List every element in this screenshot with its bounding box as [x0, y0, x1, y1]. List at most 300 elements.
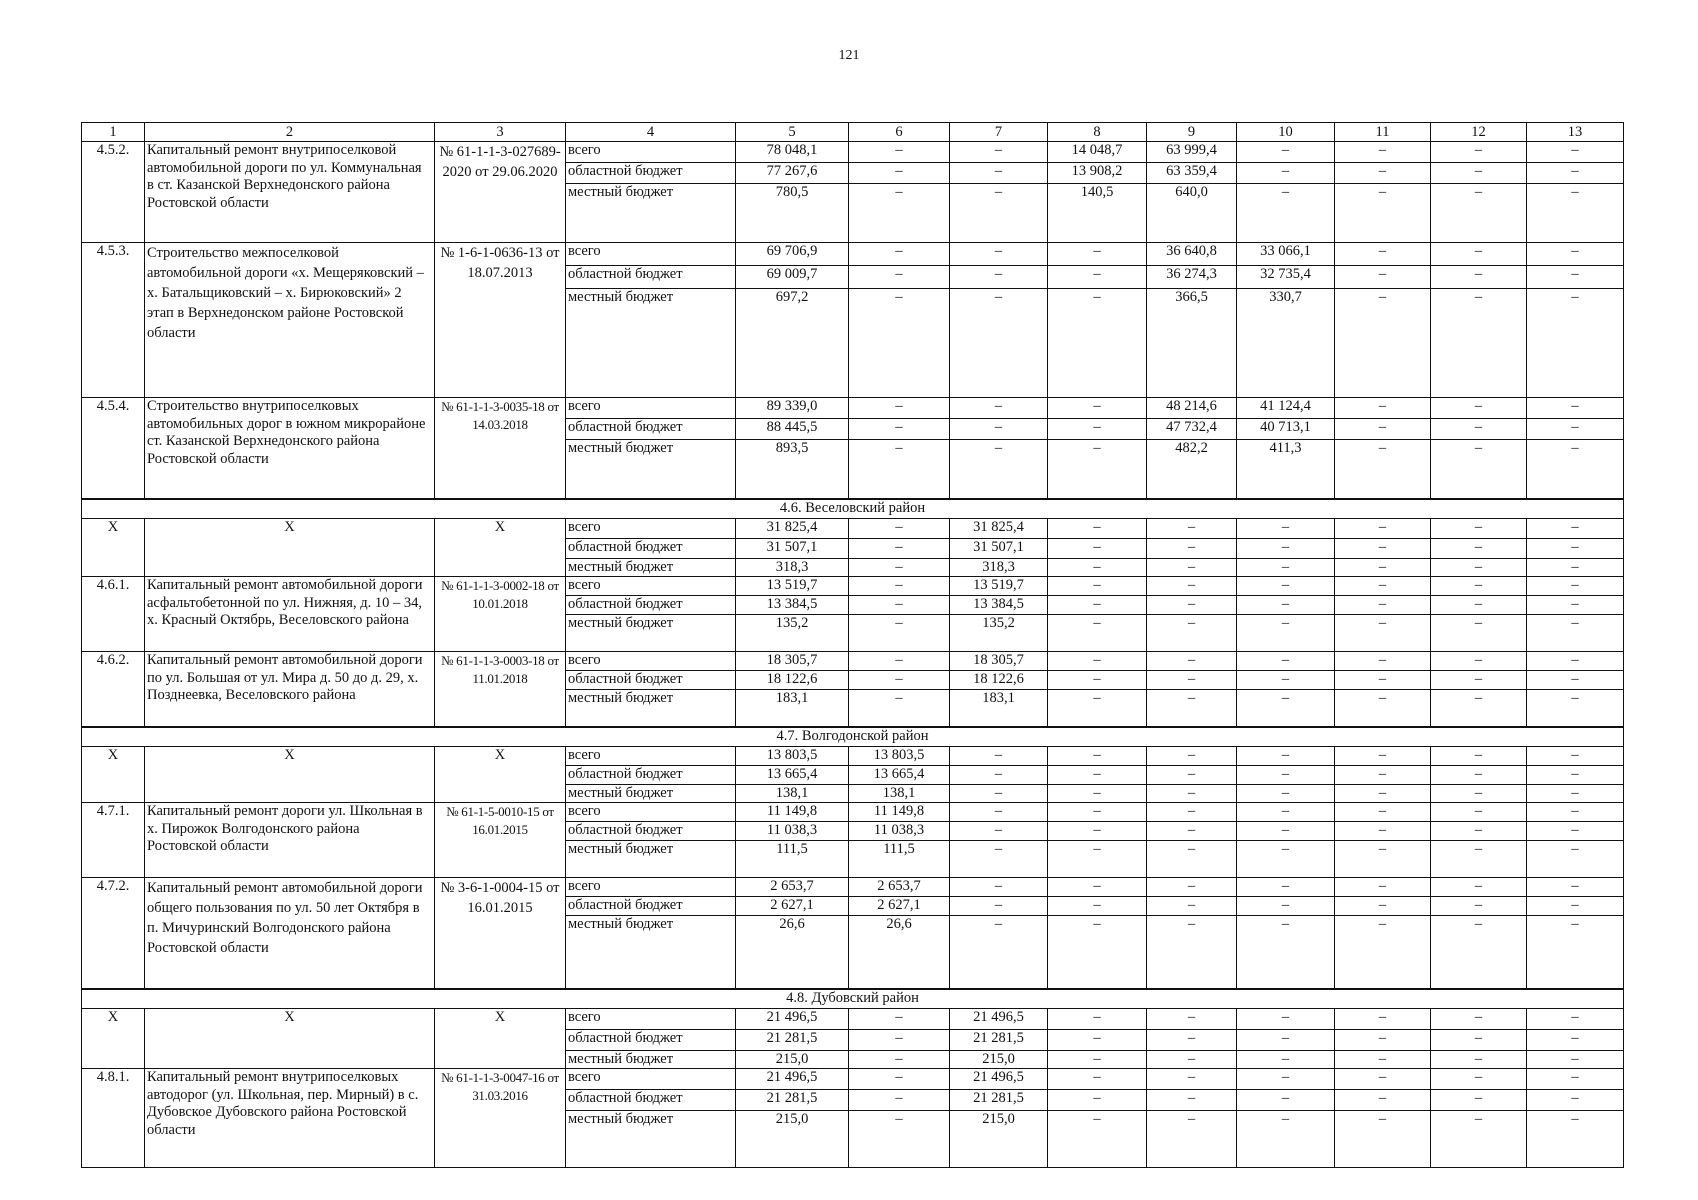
amount-cell: – — [1237, 1009, 1335, 1030]
amount-cell: 111,5 — [849, 841, 950, 878]
item-number: Х — [82, 1009, 145, 1069]
amount-cell: – — [849, 398, 950, 419]
funding-source: местный бюджет — [566, 615, 736, 652]
amount-cell: – — [1527, 841, 1624, 878]
amount-cell: – — [1147, 766, 1237, 785]
amount-cell: – — [849, 671, 950, 690]
amount-cell: 18 122,6 — [736, 671, 849, 690]
amount-cell: – — [1527, 184, 1624, 243]
amount-cell: – — [1335, 747, 1431, 766]
amount-cell: 13 803,5 — [849, 747, 950, 766]
amount-cell: – — [950, 398, 1048, 419]
funding-source: областной бюджет — [566, 266, 736, 289]
amount-cell: – — [1335, 539, 1431, 559]
amount-cell: – — [950, 289, 1048, 398]
funding-source: местный бюджет — [566, 559, 736, 577]
amount-cell: – — [1048, 1009, 1147, 1030]
amount-cell: 2 627,1 — [736, 897, 849, 916]
amount-cell: – — [1335, 652, 1431, 671]
amount-cell: – — [1527, 803, 1624, 822]
amount-cell: 77 267,6 — [736, 163, 849, 184]
amount-cell: 33 066,1 — [1237, 243, 1335, 266]
amount-cell: – — [849, 577, 950, 596]
amount-cell: – — [1147, 596, 1237, 615]
amount-cell: – — [849, 596, 950, 615]
amount-cell: – — [849, 184, 950, 243]
amount-cell: 135,2 — [736, 615, 849, 652]
amount-cell: – — [849, 419, 950, 440]
amount-cell: 138,1 — [849, 785, 950, 803]
amount-cell: 11 149,8 — [849, 803, 950, 822]
item-number: Х — [82, 747, 145, 803]
amount-cell: – — [1527, 1009, 1624, 1030]
amount-cell: – — [849, 652, 950, 671]
amount-cell: – — [1335, 184, 1431, 243]
amount-cell: – — [1147, 1009, 1237, 1030]
amount-cell: 13 384,5 — [736, 596, 849, 615]
funding-source: всего — [566, 519, 736, 539]
amount-cell: – — [849, 1090, 950, 1111]
amount-cell: – — [1527, 766, 1624, 785]
amount-cell: – — [1048, 266, 1147, 289]
amount-cell: – — [1147, 577, 1237, 596]
amount-cell: – — [1237, 878, 1335, 897]
item-number: 4.7.1. — [82, 803, 145, 878]
funding-source: областной бюджет — [566, 1090, 736, 1111]
amount-cell: 31 507,1 — [950, 539, 1048, 559]
amount-cell: 780,5 — [736, 184, 849, 243]
amount-cell: 47 732,4 — [1147, 419, 1237, 440]
amount-cell: – — [1237, 671, 1335, 690]
amount-cell: – — [1431, 878, 1527, 897]
amount-cell: 215,0 — [736, 1111, 849, 1168]
amount-cell: – — [1048, 398, 1147, 419]
amount-cell: – — [849, 289, 950, 398]
amount-cell: – — [1048, 1090, 1147, 1111]
amount-cell: 11 149,8 — [736, 803, 849, 822]
object-name: Капитальный ремонт внутрипоселковых автодорог (ул. Школьная, пер. Мирный) в с. Дубовское Дубовского района Ростовской области — [145, 1069, 435, 1168]
amount-cell: – — [950, 440, 1048, 500]
amount-cell: – — [1527, 1069, 1624, 1090]
amount-cell: – — [1527, 559, 1624, 577]
amount-cell: – — [950, 266, 1048, 289]
item-number: 4.8.1. — [82, 1069, 145, 1168]
funding-source: областной бюджет — [566, 596, 736, 615]
object-name: Капитальный ремонт автомобильной дороги асфальтобетонной по ул. Нижняя, д. 10 – 34, х. Красный Октябрь, Веселовского района — [145, 577, 435, 652]
column-header: 4 — [566, 123, 736, 142]
funding-source: местный бюджет — [566, 184, 736, 243]
amount-cell: – — [1335, 142, 1431, 163]
amount-cell: – — [1527, 785, 1624, 803]
amount-cell: – — [1237, 766, 1335, 785]
amount-cell: – — [849, 1009, 950, 1030]
amount-cell: – — [849, 142, 950, 163]
amount-cell: – — [1048, 897, 1147, 916]
document-number: № 61-1-5-0010-15 от 16.01.2015 — [435, 803, 566, 878]
amount-cell: – — [1335, 559, 1431, 577]
amount-cell: – — [1527, 289, 1624, 398]
amount-cell: – — [950, 747, 1048, 766]
amount-cell: – — [1527, 539, 1624, 559]
object-name: Строительство внутрипоселковых автомобильных дорог в южном микрорайоне ст. Казанской Верхнедонского района Ростовской области — [145, 398, 435, 500]
object-name: Капитальный ремонт внутрипоселковой автомобильной дороги по ул. Коммунальная в ст. Казанской Верхнедонского района Ростовской области — [145, 142, 435, 243]
section-title: 4.8. Дубовский район — [82, 989, 1624, 1009]
amount-cell: – — [849, 559, 950, 577]
amount-cell: – — [1431, 615, 1527, 652]
amount-cell: 2 627,1 — [849, 897, 950, 916]
amount-cell: – — [1147, 1111, 1237, 1168]
column-header: 3 — [435, 123, 566, 142]
amount-cell: – — [1335, 785, 1431, 803]
amount-cell: – — [1048, 243, 1147, 266]
item-number: 4.7.2. — [82, 878, 145, 990]
amount-cell: – — [1147, 1069, 1237, 1090]
amount-cell: – — [950, 841, 1048, 878]
amount-cell: 21 496,5 — [736, 1009, 849, 1030]
amount-cell: 13 519,7 — [950, 577, 1048, 596]
document-number: № 61-1-1-3-027689-2020 от 29.06.2020 — [435, 142, 566, 243]
amount-cell: – — [1237, 519, 1335, 539]
funding-source: областной бюджет — [566, 419, 736, 440]
amount-cell: – — [950, 878, 1048, 897]
amount-cell: – — [1335, 1030, 1431, 1051]
amount-cell: 89 339,0 — [736, 398, 849, 419]
amount-cell: – — [1335, 841, 1431, 878]
document-number: № 61-1-1-3-0047-16 от 31.03.2016 — [435, 1069, 566, 1168]
amount-cell: – — [1147, 747, 1237, 766]
amount-cell: – — [1048, 878, 1147, 897]
amount-cell: – — [1237, 163, 1335, 184]
amount-cell: – — [849, 1111, 950, 1168]
page-number: 121 — [838, 48, 860, 63]
amount-cell: – — [1147, 690, 1237, 728]
amount-cell: – — [950, 142, 1048, 163]
amount-cell: – — [1431, 766, 1527, 785]
amount-cell: 32 735,4 — [1237, 266, 1335, 289]
section-row — [82, 727, 1624, 747]
section-row — [82, 989, 1624, 1009]
column-header: 1 — [82, 123, 145, 142]
amount-cell: – — [1048, 615, 1147, 652]
amount-cell: – — [1048, 652, 1147, 671]
amount-cell: 21 496,5 — [950, 1069, 1048, 1090]
object-name: Х — [145, 519, 435, 577]
funding-source: всего — [566, 652, 736, 671]
column-header: 2 — [145, 123, 435, 142]
amount-cell: – — [849, 163, 950, 184]
column-header: 5 — [736, 123, 849, 142]
amount-cell: – — [1335, 398, 1431, 419]
amount-cell: – — [1147, 1030, 1237, 1051]
amount-cell: 2 653,7 — [849, 878, 950, 897]
amount-cell: – — [1147, 897, 1237, 916]
amount-cell: 2 653,7 — [736, 878, 849, 897]
funding-source: местный бюджет — [566, 916, 736, 990]
amount-cell: – — [1431, 398, 1527, 419]
amount-cell: – — [1527, 1090, 1624, 1111]
amount-cell: – — [1048, 440, 1147, 500]
amount-cell: 21 281,5 — [950, 1030, 1048, 1051]
amount-cell: – — [1431, 519, 1527, 539]
amount-cell: – — [1147, 1051, 1237, 1069]
object-name: Х — [145, 747, 435, 803]
amount-cell: 411,3 — [1237, 440, 1335, 500]
amount-cell: – — [1431, 596, 1527, 615]
amount-cell: – — [1431, 1051, 1527, 1069]
amount-cell: 69 009,7 — [736, 266, 849, 289]
amount-cell: – — [1335, 289, 1431, 398]
amount-cell: 18 122,6 — [950, 671, 1048, 690]
amount-cell: – — [950, 163, 1048, 184]
amount-cell: – — [1335, 671, 1431, 690]
amount-cell: – — [1335, 243, 1431, 266]
amount-cell: – — [1431, 916, 1527, 990]
amount-cell: – — [1527, 419, 1624, 440]
amount-cell: 69 706,9 — [736, 243, 849, 266]
amount-cell: – — [1048, 1051, 1147, 1069]
amount-cell: – — [1335, 1069, 1431, 1090]
amount-cell: – — [1237, 615, 1335, 652]
column-header: 6 — [849, 123, 950, 142]
amount-cell: – — [1237, 1030, 1335, 1051]
amount-cell: – — [1527, 822, 1624, 841]
amount-cell: – — [1147, 615, 1237, 652]
amount-cell: – — [1237, 803, 1335, 822]
column-header: 8 — [1048, 123, 1147, 142]
column-header: 11 — [1335, 123, 1431, 142]
amount-cell: – — [1527, 519, 1624, 539]
amount-cell: 135,2 — [950, 615, 1048, 652]
amount-cell: – — [1527, 652, 1624, 671]
amount-cell: – — [1147, 878, 1237, 897]
amount-cell: – — [1527, 1111, 1624, 1168]
header-row — [82, 123, 1624, 142]
amount-cell: – — [1048, 803, 1147, 822]
amount-cell: – — [1237, 1051, 1335, 1069]
amount-cell: – — [1048, 690, 1147, 728]
amount-cell: – — [1335, 1090, 1431, 1111]
amount-cell: – — [950, 419, 1048, 440]
amount-cell: 183,1 — [736, 690, 849, 728]
object-name: Х — [145, 1009, 435, 1069]
amount-cell: 13 665,4 — [736, 766, 849, 785]
amount-cell: 183,1 — [950, 690, 1048, 728]
funding-source: всего — [566, 142, 736, 163]
amount-cell: – — [1147, 559, 1237, 577]
amount-cell: – — [1431, 897, 1527, 916]
document-number: № 61-1-1-3-0035-18 от 14.03.2018 — [435, 398, 566, 500]
amount-cell: – — [1237, 785, 1335, 803]
amount-cell: – — [1237, 596, 1335, 615]
funding-source: всего — [566, 243, 736, 266]
amount-cell: – — [1147, 671, 1237, 690]
amount-cell: – — [1335, 897, 1431, 916]
amount-cell: – — [1048, 766, 1147, 785]
amount-cell: 21 281,5 — [950, 1090, 1048, 1111]
amount-cell: – — [1237, 897, 1335, 916]
funding-source: местный бюджет — [566, 1111, 736, 1168]
column-header: 13 — [1527, 123, 1624, 142]
amount-cell: 40 713,1 — [1237, 419, 1335, 440]
amount-cell: – — [1527, 916, 1624, 990]
table-row — [82, 519, 1624, 539]
amount-cell: – — [1335, 690, 1431, 728]
amount-cell: – — [1527, 878, 1624, 897]
item-number: 4.5.3. — [82, 243, 145, 398]
document-number: № 61-1-1-3-0002-18 от 10.01.2018 — [435, 577, 566, 652]
amount-cell: – — [1237, 184, 1335, 243]
table-row — [82, 577, 1624, 596]
amount-cell: 31 825,4 — [950, 519, 1048, 539]
document-number: № 1-6-1-0636-13 от 18.07.2013 — [435, 243, 566, 398]
object-name: Капитальный ремонт дороги ул. Школьная в х. Пирожок Волгодонского района Ростовской области — [145, 803, 435, 878]
amount-cell: – — [950, 766, 1048, 785]
funding-source: всего — [566, 747, 736, 766]
amount-cell: – — [950, 916, 1048, 990]
object-name: Капитальный ремонт автомобильной дороги общего пользования по ул. 50 лет Октября в п. Мичуринский Волгодонского района Ростовской области — [145, 878, 435, 990]
section-row — [82, 499, 1624, 519]
amount-cell: – — [950, 243, 1048, 266]
amount-cell: – — [1431, 577, 1527, 596]
amount-cell: – — [1431, 289, 1527, 398]
table-row — [82, 652, 1624, 671]
amount-cell: – — [950, 184, 1048, 243]
item-number: 4.5.4. — [82, 398, 145, 500]
amount-cell: – — [1237, 539, 1335, 559]
amount-cell: – — [1335, 766, 1431, 785]
funding-source: областной бюджет — [566, 822, 736, 841]
amount-cell: – — [849, 440, 950, 500]
amount-cell: 366,5 — [1147, 289, 1237, 398]
amount-cell: – — [849, 1030, 950, 1051]
amount-cell: – — [1048, 671, 1147, 690]
funding-source: всего — [566, 878, 736, 897]
item-number: 4.6.1. — [82, 577, 145, 652]
amount-cell: 21 281,5 — [736, 1030, 849, 1051]
amount-cell: 26,6 — [736, 916, 849, 990]
amount-cell: – — [1237, 1090, 1335, 1111]
amount-cell: – — [1431, 142, 1527, 163]
amount-cell: – — [849, 615, 950, 652]
amount-cell: – — [1431, 440, 1527, 500]
table-row — [82, 243, 1624, 266]
item-number: 4.5.2. — [82, 142, 145, 243]
funding-source: местный бюджет — [566, 690, 736, 728]
amount-cell: – — [1431, 1009, 1527, 1030]
amount-cell: 48 214,6 — [1147, 398, 1237, 419]
amount-cell: – — [1237, 1111, 1335, 1168]
amount-cell: 640,0 — [1147, 184, 1237, 243]
amount-cell: 11 038,3 — [736, 822, 849, 841]
amount-cell: – — [1048, 1069, 1147, 1090]
table-row — [82, 1069, 1624, 1090]
funding-source: областной бюджет — [566, 766, 736, 785]
amount-cell: – — [950, 803, 1048, 822]
amount-cell: – — [1527, 1030, 1624, 1051]
amount-cell: 26,6 — [849, 916, 950, 990]
amount-cell: 13 384,5 — [950, 596, 1048, 615]
funding-source: всего — [566, 803, 736, 822]
amount-cell: 11 038,3 — [849, 822, 950, 841]
amount-cell: – — [1335, 596, 1431, 615]
section-title: 4.7. Волгодонской район — [82, 727, 1624, 747]
item-number: 4.6.2. — [82, 652, 145, 728]
amount-cell: – — [1431, 822, 1527, 841]
amount-cell: 78 048,1 — [736, 142, 849, 163]
funding-source: областной бюджет — [566, 671, 736, 690]
amount-cell: – — [1048, 577, 1147, 596]
table-row — [82, 878, 1624, 897]
amount-cell: 138,1 — [736, 785, 849, 803]
amount-cell: – — [1335, 440, 1431, 500]
amount-cell: 893,5 — [736, 440, 849, 500]
column-header: 9 — [1147, 123, 1237, 142]
amount-cell: 215,0 — [950, 1051, 1048, 1069]
funding-source: всего — [566, 577, 736, 596]
amount-cell: – — [1431, 266, 1527, 289]
amount-cell: – — [1527, 577, 1624, 596]
amount-cell: 31 507,1 — [736, 539, 849, 559]
amount-cell: – — [1147, 916, 1237, 990]
amount-cell: – — [1147, 803, 1237, 822]
amount-cell: – — [1048, 916, 1147, 990]
amount-cell: 13 519,7 — [736, 577, 849, 596]
amount-cell: – — [1527, 615, 1624, 652]
funding-source: всего — [566, 1009, 736, 1030]
amount-cell: – — [1237, 652, 1335, 671]
amount-cell: 18 305,7 — [736, 652, 849, 671]
section-title: 4.6. Веселовский район — [82, 499, 1624, 519]
amount-cell: – — [1237, 559, 1335, 577]
object-name: Капитальный ремонт автомобильной дороги по ул. Большая от ул. Мира д. 50 до д. 29, х. Позднеевка, Веселовского района — [145, 652, 435, 728]
funding-source: местный бюджет — [566, 841, 736, 878]
amount-cell: 21 496,5 — [736, 1069, 849, 1090]
amount-cell: 140,5 — [1048, 184, 1147, 243]
amount-cell: 18 305,7 — [950, 652, 1048, 671]
amount-cell: – — [1527, 243, 1624, 266]
amount-cell: – — [1237, 916, 1335, 990]
amount-cell: 215,0 — [950, 1111, 1048, 1168]
amount-cell: – — [1431, 1069, 1527, 1090]
amount-cell: – — [1431, 1090, 1527, 1111]
amount-cell: – — [1335, 1051, 1431, 1069]
document-number: № 3-6-1-0004-15 от 16.01.2015 — [435, 878, 566, 990]
amount-cell: 111,5 — [736, 841, 849, 878]
amount-cell: – — [849, 1051, 950, 1069]
amount-cell: – — [1147, 822, 1237, 841]
funding-source: областной бюджет — [566, 539, 736, 559]
table-row — [82, 747, 1624, 766]
amount-cell: – — [1335, 803, 1431, 822]
amount-cell: – — [1335, 615, 1431, 652]
amount-cell: – — [1335, 266, 1431, 289]
amount-cell: – — [1237, 690, 1335, 728]
document-number: Х — [435, 747, 566, 803]
amount-cell: – — [1335, 163, 1431, 184]
document-number: Х — [435, 519, 566, 577]
table-row — [82, 398, 1624, 419]
amount-cell: – — [1048, 822, 1147, 841]
object-name: Строительство межпоселковой автомобильной дороги «х. Мещеряковский – х. Батальщиковский – х. Бирюковский» 2 этап в Верхнедонском районе Ростовской области — [145, 243, 435, 398]
funding-source: областной бюджет — [566, 897, 736, 916]
table-row — [82, 142, 1624, 163]
amount-cell: 63 999,4 — [1147, 142, 1237, 163]
amount-cell: – — [1431, 243, 1527, 266]
funding-source: местный бюджет — [566, 1051, 736, 1069]
amount-cell: – — [1431, 671, 1527, 690]
amount-cell: – — [1048, 1030, 1147, 1051]
amount-cell: – — [1335, 878, 1431, 897]
